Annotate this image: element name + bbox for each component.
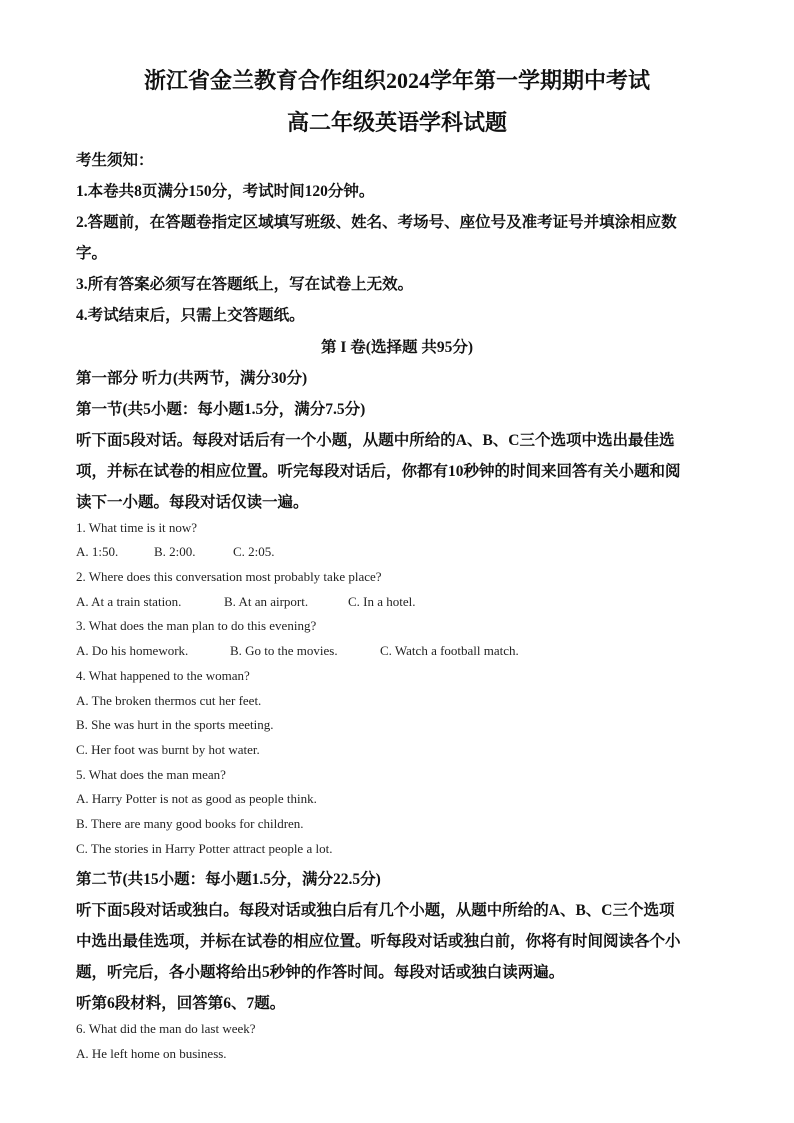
question-text: 5. What does the man mean?: [76, 767, 226, 782]
option-c: C. 2:05.: [233, 544, 275, 559]
option-a: A. Do his homework.: [76, 643, 189, 658]
volume-title: 第 I 卷(选择题 共95分): [321, 339, 473, 356]
section1-instructions: 听下面5段对话。每段对话后有一个小题，从题中所给的A、B、C三个选项中选出最佳选: [76, 432, 675, 449]
section2-instructions: 听下面5段对话或独白。每段对话或独白后有几个小题，从题中所给的A、B、C三个选项: [76, 902, 675, 919]
question-text: 2. Where does this conversation most probably take place?: [76, 569, 382, 584]
section2-instructions: 中选出最佳选项，并标在试卷的相应位置。听每段对话或独白前，你将有时间阅读各个小: [76, 933, 681, 950]
option-a: A. The broken thermos cut her feet.: [76, 693, 262, 708]
section1-instructions: 读下一小题。每段对话仅读一遍。: [76, 494, 309, 511]
question-text: 1. What time is it now?: [76, 520, 198, 535]
notice-item: 字。: [76, 245, 108, 262]
section1-heading: 第一节(共5小题：每小题1.5分，满分7.5分): [76, 401, 366, 418]
option-b: B. Go to the movies.: [230, 643, 338, 658]
option-c: C. In a hotel.: [348, 594, 416, 609]
question-text: 3. What does the man plan to do this evening?: [76, 618, 317, 633]
option-b: B. At an airport.: [224, 594, 309, 609]
exam-subtitle: 高二年级英语学科试题: [286, 110, 507, 135]
section1-instructions: 项，并标在试卷的相应位置。听完每段对话后，你都有10秒钟的时间来回答有关小题和阅: [76, 463, 681, 480]
option-a: A. He left home on business.: [76, 1046, 227, 1061]
material-note: 听第6段材料，回答第6、7题。: [76, 995, 286, 1012]
option-b: B. 2:00.: [154, 544, 196, 559]
option-b: B. She was hurt in the sports meeting.: [76, 717, 274, 732]
question-text: 6. What did the man do last week?: [76, 1021, 256, 1036]
notice-item: 1.本卷共8页满分150分，考试时间120分钟。: [76, 183, 375, 200]
notice-heading: 考生须知：: [76, 152, 154, 169]
notice-item: 3.所有答案必须写在答题纸上，写在试卷上无效。: [76, 276, 414, 293]
part1-heading: 第一部分 听力(共两节，满分30分): [76, 370, 308, 387]
section2-instructions: 题，听完后，各小题将给出5秒钟的作答时间。每段对话或独白读两遍。: [76, 964, 565, 981]
option-c: C. Her foot was burnt by hot water.: [76, 742, 260, 757]
exam-title: 浙江省金兰教育合作组织2024学年第一学期期中考试: [143, 68, 650, 93]
question-text: 4. What happened to the woman?: [76, 668, 250, 683]
option-c: C. The stories in Harry Potter attract people a lot.: [76, 841, 333, 856]
option-b: B. There are many good books for children.: [76, 816, 304, 831]
option-a: A. At a train station.: [76, 594, 182, 609]
section2-heading: 第二节(共15小题：每小题1.5分，满分22.5分): [76, 871, 381, 888]
option-c: C. Watch a football match.: [380, 643, 519, 658]
question-options: [76, 594, 726, 610]
option-a: A. Harry Potter is not as good as people think.: [76, 791, 317, 806]
option-a: A. 1:50.: [76, 544, 119, 559]
notice-item: 2.答题前，在答题卷指定区域填写班级、姓名、考场号、座位号及准考证号并填涂相应数: [76, 214, 677, 231]
question-options: [76, 643, 726, 659]
question-options: [76, 544, 726, 560]
notice-item: 4.考试结束后，只需上交答题纸。: [76, 307, 305, 324]
